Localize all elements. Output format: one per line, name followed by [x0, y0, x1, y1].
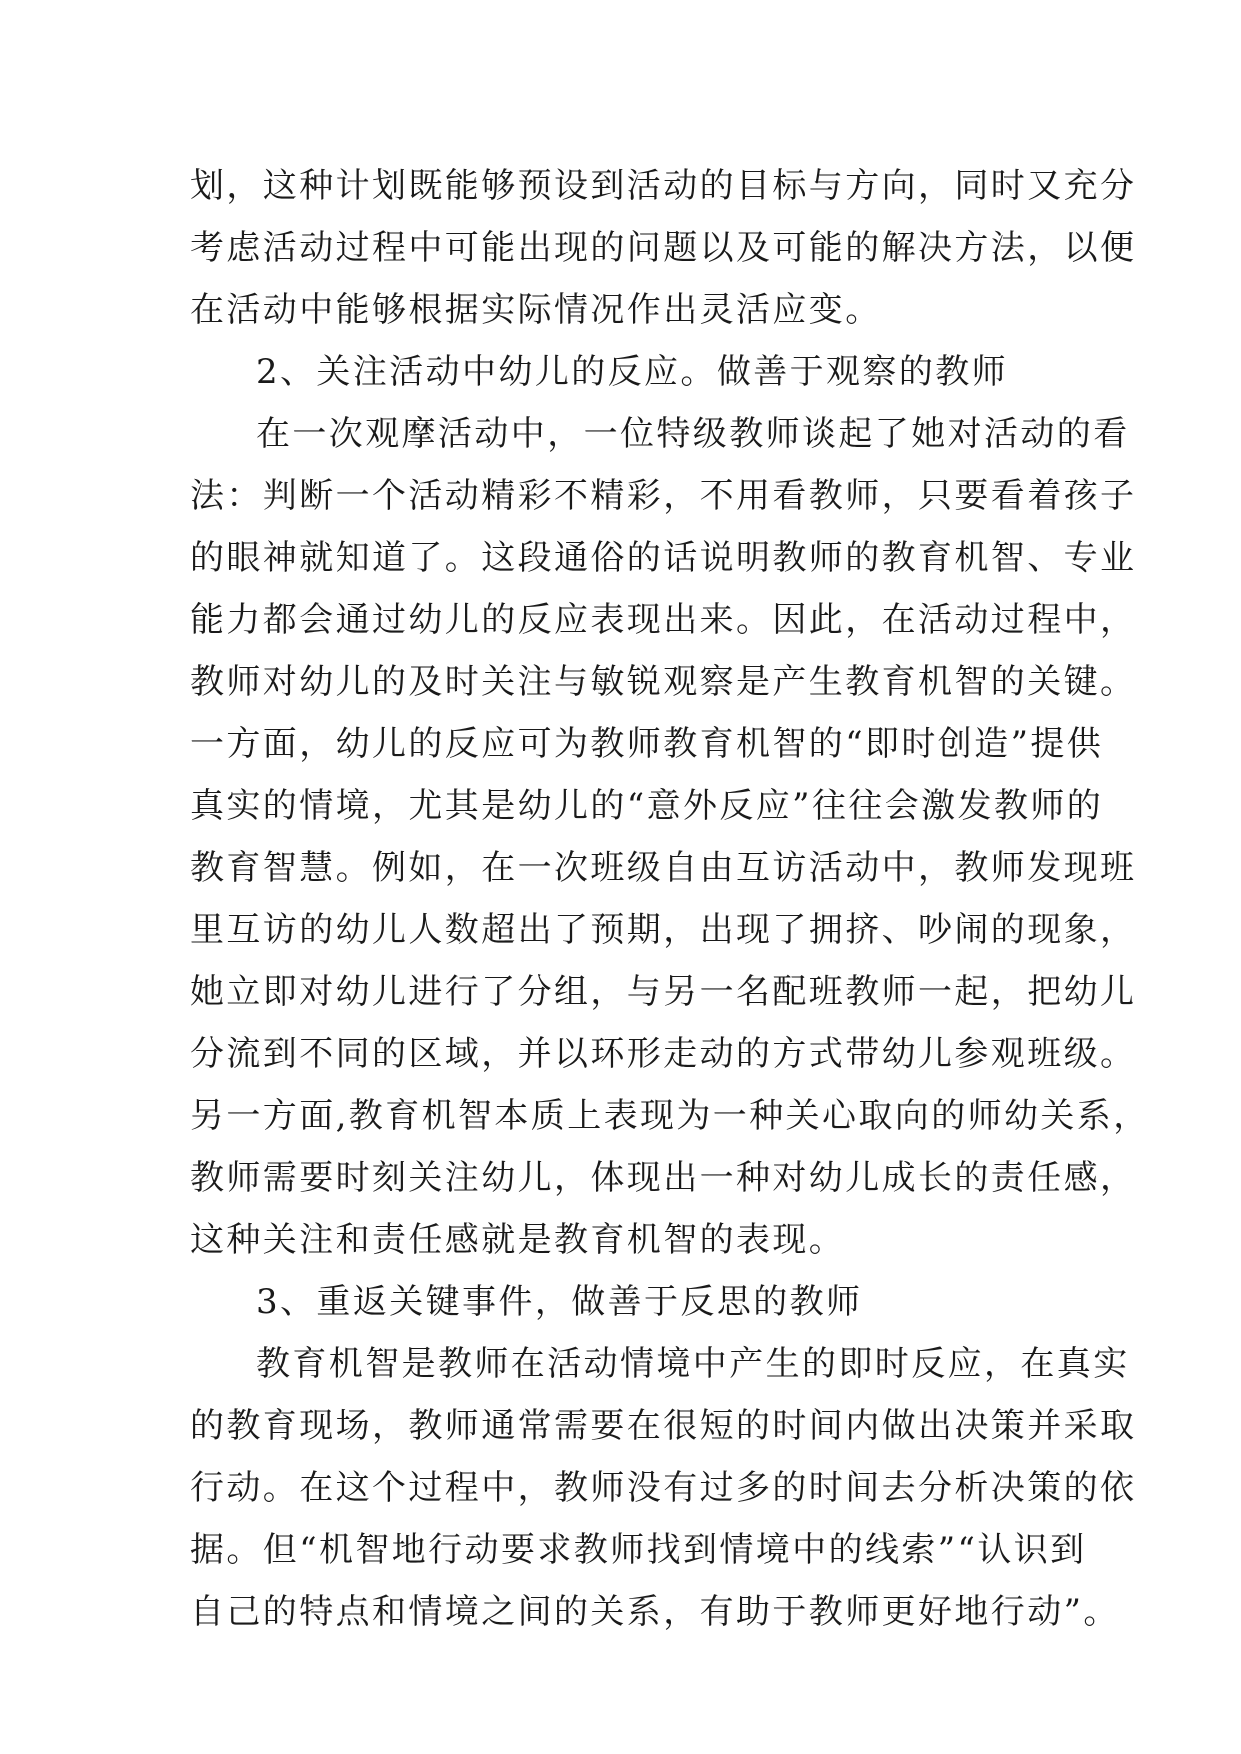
text-line-17: 教师需要时刻关注幼儿，体现出一种对幼儿成长的责任感，: [190, 1158, 1137, 1198]
text-line-21: 的教育现场，教师通常需要在很短的时间内做出决策并采取: [190, 1406, 1137, 1446]
text-line-23: 据。但“机智地行动要求教师找到情境中的线索”“认识到: [190, 1530, 1087, 1570]
document-page: [190, 155, 1150, 1643]
text-line-18: 这种关注和责任感就是教育机智的表现。: [190, 1220, 846, 1260]
section-heading-3: 3、重返关键事件，做善于反思的教师: [256, 1282, 863, 1322]
section-heading-2: 2、关注活动中幼儿的反应。做善于观察的教师: [256, 352, 1009, 392]
text-line-9: 教师对幼儿的及时关注与敏锐观察是产生教育机智的关键。: [190, 662, 1137, 702]
text-line-6: 法：判断一个活动精彩不精彩，不用看教师，只要看着孩子: [190, 476, 1137, 516]
text-line-11: 真实的情境，尤其是幼儿的“意外反应”往往会激发教师的: [190, 786, 1104, 826]
text-line-5: 在一次观摩活动中，一位特级教师谈起了她对活动的看: [256, 414, 1130, 454]
text-line-13: 里互访的幼儿人数超出了预期，出现了拥挤、吵闹的现象，: [190, 910, 1137, 950]
text-line-14: 她立即对幼儿进行了分组，与另一名配班教师一起，把幼儿: [190, 972, 1137, 1012]
text-line-12: 教育智慧。例如，在一次班级自由互访活动中，教师发现班: [190, 848, 1137, 888]
text-line-3: 在活动中能够根据实际情况作出灵活应变。: [190, 290, 882, 330]
text-line-15: 分流到不同的区域，并以环形走动的方式带幼儿参观班级。: [190, 1034, 1137, 1074]
text-line-7: 的眼神就知道了。这段通俗的话说明教师的教育机智、专业: [190, 538, 1137, 578]
text-line-20: 教育机智是教师在活动情境中产生的即时反应，在真实: [256, 1344, 1130, 1384]
text-line-24: 自己的特点和情境之间的关系，有助于教师更好地行动”。: [190, 1592, 1120, 1632]
text-line-1: 划，这种计划既能够预设到活动的目标与方向，同时又充分: [190, 166, 1137, 206]
text-line-10: 一方面，幼儿的反应可为教师教育机智的“即时创造”提供: [190, 724, 1104, 764]
text-line-8: 能力都会通过幼儿的反应表现出来。因此，在活动过程中，: [190, 600, 1137, 640]
text-line-2: 考虑活动过程中可能出现的问题以及可能的解决方法，以便: [190, 228, 1137, 268]
text-line-16: 另一方面,教育机智本质上表现为一种关心取向的师幼关系，: [190, 1096, 1150, 1136]
text-line-22: 行动。在这个过程中，教师没有过多的时间去分析决策的依: [190, 1468, 1137, 1508]
